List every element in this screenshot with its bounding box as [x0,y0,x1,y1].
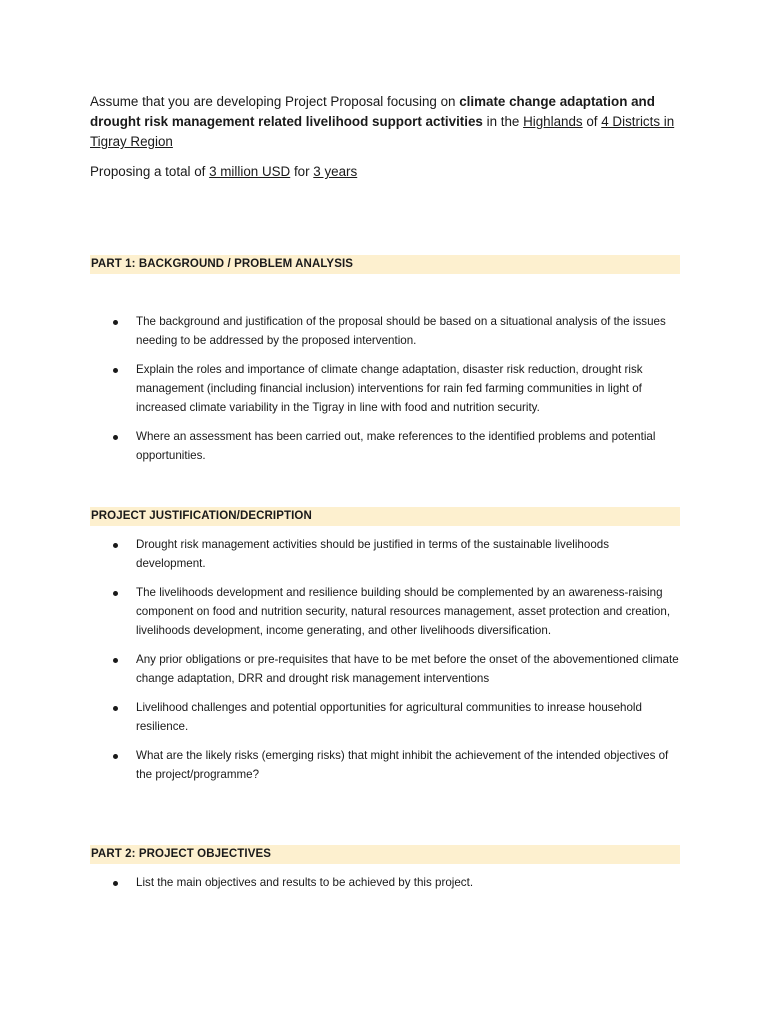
bullet-icon [113,754,118,759]
intro-block [90,92,680,182]
bullet-icon [113,591,118,596]
bullet-icon [113,320,118,325]
bullet-icon [113,435,118,440]
proposing-duration: 3 years [313,164,358,179]
proposing-paragraph [90,162,680,182]
list-item-text: Where an assessment has been carried out, make references to the identified problems and potential opportunities. [136,429,656,462]
proposing-amount: 3 million USD [209,164,291,179]
list-item-text: The background and justification of the proposal should be based on a situational analysis of the issues needing to be addressed by the proposed intervention. [136,315,666,347]
list-item-text: Livelihood challenges and potential opportunities for agricultural communities to inrease household resilience. [136,701,642,733]
bullet-icon [113,881,118,886]
list-item-text: What are the likely risks (emerging risks) that might inhibit the achievement of the intended objectives of the project/programme? [136,749,669,781]
intro-paragraph [90,92,680,152]
list-item [108,428,680,466]
part2-list [108,874,680,903]
proposing-text: Proposing a total of [90,164,210,179]
list-item [108,874,680,893]
list-item [108,747,680,785]
intro-districts: 4 Districts in Tigray Region [90,114,675,149]
part1-list [108,313,680,476]
list-item [108,313,680,351]
bullet-icon [113,658,118,663]
list-item-text: Drought risk management activities should be justified in terms of the sustainable livelihoods development. [136,538,610,570]
list-item [108,584,680,640]
list-item [108,699,680,737]
intro-focus-bold: climate change adaptation and drought risk management related livelihood support activities [90,94,655,129]
list-item [108,651,680,689]
intro-highlands: Highlands [523,114,583,129]
part1-heading: PART 1: BACKGROUND / PROBLEM ANALYSIS [90,255,680,274]
justification-list [108,536,680,795]
list-item [108,536,680,574]
intro-text: in the [482,114,524,129]
intro-text: of [582,114,602,129]
proposing-text: for [290,164,314,179]
bullet-icon [113,368,118,373]
list-item-text: Explain the roles and importance of climate change adaptation, disaster risk reduction, drought risk management (including financial inclusion) interventions for rain fed farming communities in light of increased climate variability in the Tigray in line with food and nutrition security. [136,363,643,414]
intro-text: Assume that you are developing Project Proposal focusing on [90,94,460,109]
list-item-text: Any prior obligations or pre-requisites that have to be met before the onset of the abovementioned climate change adaptation, DRR and drought risk management interventions [136,652,679,685]
list-item-text: List the main objectives and results to be achieved by this project. [136,876,474,889]
justification-heading: PROJECT JUSTIFICATION/DECRIPTION [90,507,680,526]
bullet-icon [113,706,118,711]
part2-heading: PART 2: PROJECT OBJECTIVES [90,845,680,864]
list-item-text: The livelihoods development and resilience building should be complemented by an awareness-raising component on food and nutrition security, natural resources management, asset protection and creation, livelihoods development, income generating, and other livelihoods diversification. [136,586,671,637]
bullet-icon [113,543,118,548]
list-item [108,361,680,417]
